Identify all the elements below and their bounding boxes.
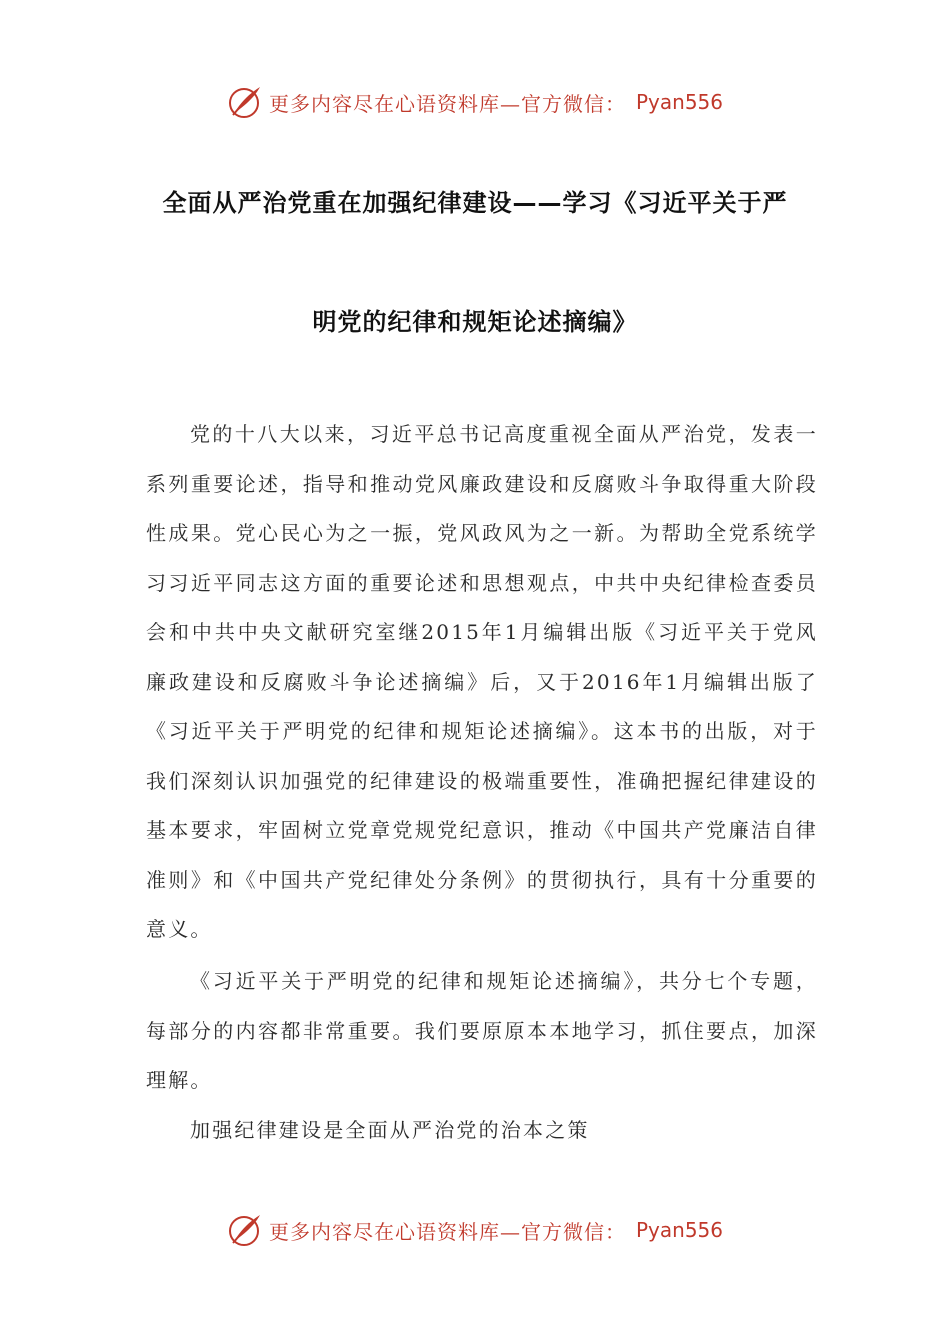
document-title-line1: 全面从严治党重在加强纪律建设——学习《习近平关于严: [162, 189, 788, 217]
section-heading: 加强纪律建设是全面从严治党的治本之策: [190, 1118, 590, 1142]
body-paragraph: 党的十八大以来，习近平总书记高度重视全面从严治党，发表一系列重要论述，指导和推动党风廉政建设和反腐败斗争取得重大阶段性成果。党心民心为之一振，党风政风为之一新。为帮助全党系统学习习近平同志这方面的重要论述和思想观点，中共中央纪律检查委员会和中共中央文献研究室继2015年1月编辑出版《习近平关于党风廉政建设和反腐败斗争论述摘编》后，又于2016年1月编辑出版了《习近平关于严明党的纪律和规矩论述摘编》。这本书的出版，对于我们深刻认识加强党的纪律建设的极端重要性，准确把握纪律建设的基本要求，牢固树立党章党规党纪意识，推动《中国共产党廉洁自律准则》和《中国共产党纪律处分条例》的贯彻执行，具有十分重要的意义。: [146, 422, 818, 941]
document-title-line2: 明党的纪律和规矩论述摘编》: [312, 308, 638, 336]
watermark-text: 更多内容尽在心语资料库—官方微信：: [268, 1219, 626, 1244]
body-paragraph: 《习近平关于严明党的纪律和规矩论述摘编》，共分七个专题，每部分的内容都非常重要。我们要原原本本地学习，抓住要点，加深理解。: [146, 969, 818, 1092]
watermark-text: 更多内容尽在心语资料库—官方微信：: [268, 91, 626, 116]
quill-logo-icon: [227, 84, 263, 120]
watermark-header: [0, 82, 950, 122]
watermark-wechat-id: Pyan556: [635, 1218, 723, 1242]
quill-logo-icon: [227, 1212, 263, 1248]
watermark-wechat-id: Pyan556: [635, 90, 723, 114]
watermark-footer: [0, 1210, 950, 1250]
